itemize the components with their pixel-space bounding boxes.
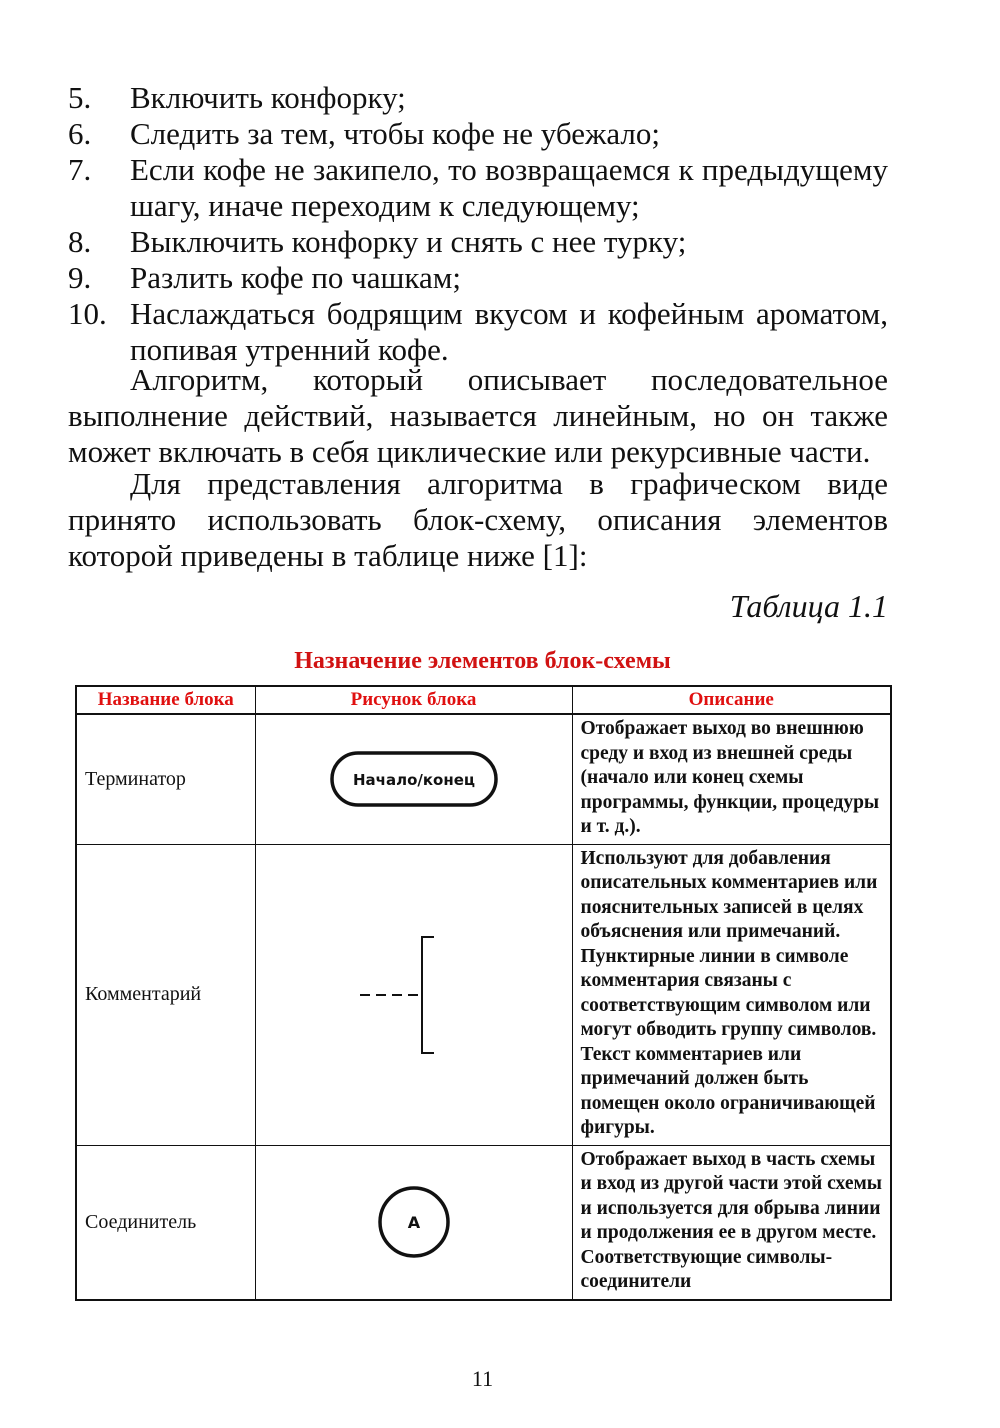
list-item-text: Следить за тем, чтобы кофе не убежало; [130,116,660,151]
block-name: Комментарий [76,844,255,1145]
step-list [68,80,888,368]
table-header-row [76,686,891,714]
flowchart-elements-table [75,685,892,1301]
list-item-text: Выключить конфорку и снять с нее турку; [130,224,687,259]
list-item [68,116,888,152]
table-title: Назначение элементов блок-схемы [294,648,671,674]
paragraph-flowchart-intro: Для представления алгоритма в графическом виде принято использовать блок-схему, описания элементов которой приведены в таблице ниже [1]: [68,466,888,573]
table-row [76,714,891,844]
page-number: 11 [471,1366,494,1391]
block-description: Отображает выход в часть схемы и вход из другой части этой схемы и используется для обрыва линии и продолжения ее в другом месте. Соответствующие символы-соединители [572,1145,891,1300]
block-description: Отображает выход во внешнюю среду и вход из внешней среды (начало или конец схемы программы, функции, процедуры и т. д.). [572,714,891,844]
list-item [68,80,888,116]
list-item-text: Наслаждаться бодрящим вкусом и кофейным ароматом, попивая утренний кофе. [130,296,888,367]
connector-shape [376,1184,452,1260]
list-item-number: 8. [68,224,92,259]
comment-shape [354,933,474,1057]
list-item-number: 6. [68,116,92,151]
table-label: Таблица 1.1 [729,588,888,624]
connector-figure [255,1145,572,1300]
list-item [68,152,888,224]
list-item-number: 10. [68,296,107,331]
table-row [76,844,891,1145]
list-item-number: 5. [68,80,92,115]
header-description: Описание [572,686,891,714]
connector-label: A [407,1213,420,1232]
terminator-shape [329,750,499,808]
block-description: Используют для добавления описательных комментариев или пояснительных записей в целях объяснения или примечаний. Пунктирные линии в символе комментария связаны с соответствующим символом или могут обводить группу символов. Текст комментариев или примечаний должен быть помещен около ограничивающей фигуры. [572,844,891,1145]
list-item-number: 7. [68,152,92,187]
list-item [68,260,888,296]
header-block-name: Название блока [76,686,255,714]
paragraph-linear-algorithm: Алгоритм, который описывает последовательное выполнение действий, называется линейным, но он также может включать в себя циклические или рекурсивные части. [68,362,888,469]
block-name: Соединитель [76,1145,255,1300]
list-item [68,224,888,260]
list-item-text: Если кофе не закипело, то возвращаемся к предыдущему шагу, иначе переходим к следующему; [130,152,888,223]
terminator-figure [255,714,572,844]
table-row [76,1145,891,1300]
list-item-text: Включить конфорку; [130,80,406,115]
comment-figure [255,844,572,1145]
block-name: Терминатор [76,714,255,844]
header-block-figure: Рисунок блока [255,686,572,714]
list-item-number: 9. [68,260,92,295]
list-item-text: Разлить кофе по чашкам; [130,260,461,295]
list-item [68,296,888,368]
terminator-label: Начало/конец [352,771,475,790]
